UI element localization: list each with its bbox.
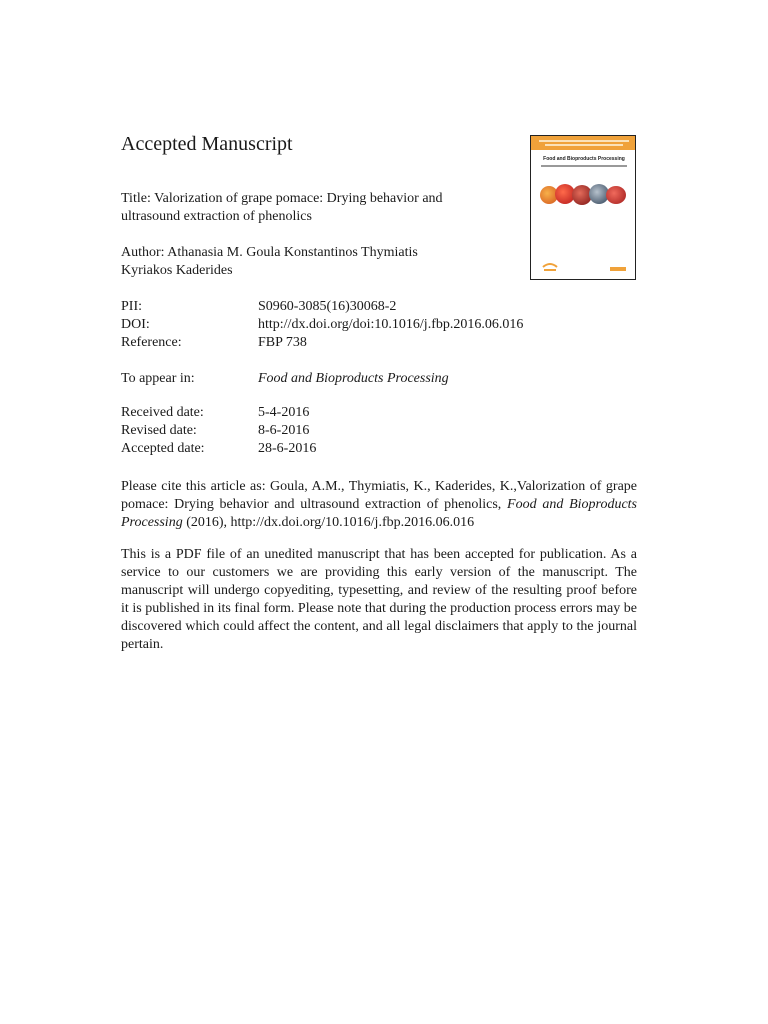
citation-text: Please cite this article as: Goula, A.M., Thymiatis, K., Kaderides, K.,Valorization of grape pomace: Drying behavior and ultrasound extraction of phenolics,: [121, 479, 637, 512]
date-row-received: [121, 404, 316, 422]
meta-row-pii: [121, 298, 523, 316]
cover-header-band: [531, 136, 635, 150]
meta-label: DOI:: [121, 317, 150, 332]
date-row-revised: [121, 422, 316, 440]
date-label: Accepted date:: [121, 441, 205, 456]
citation-link[interactable]: (2016), http://dx.doi.org/10.1016/j.fbp.2016.06.016: [186, 515, 475, 530]
meta-value: S0960-3085(16)30068-2: [258, 299, 397, 314]
meta-row-reference: [121, 334, 523, 352]
efce-logo-icon: [541, 261, 559, 273]
page-title: Accepted Manuscript: [121, 133, 293, 155]
date-value: 5-4-2016: [258, 405, 310, 420]
meta-label: Reference:: [121, 335, 182, 350]
date-row-accepted: [121, 440, 316, 458]
author-line: Kyriakos Kaderides: [121, 263, 233, 278]
dates-table: [121, 404, 316, 458]
cover-journal-title: Food and Bioproducts Processing: [543, 156, 625, 162]
citation-journal: Food and Bioproducts Processing: [121, 497, 637, 530]
title-line: ultrasound extraction of phenolics: [121, 209, 312, 224]
date-label: Revised date:: [121, 423, 197, 438]
journal-name: Food and Bioproducts Processing: [258, 371, 449, 386]
doi-link[interactable]: http://dx.doi.org/doi:10.1016/j.fbp.2016.06.016: [258, 317, 524, 332]
author-line: Author: Athanasia M. Goula Konstantinos Thymiatis: [121, 245, 418, 260]
article-title: [121, 190, 511, 226]
meta-row-doi: [121, 316, 523, 334]
author-list: [121, 244, 511, 280]
meta-label: PII:: [121, 299, 142, 314]
date-label: Received date:: [121, 405, 204, 420]
title-line: Title: Valorization of grape pomace: Drying behavior and: [121, 191, 443, 206]
notice-paragraph: This is a PDF file of an unedited manuscript that has been accepted for publication. As a service to our customers we are providing this early version of the manuscript. The manuscript will undergo copyediting, typesetting, and review of the resulting proof before it is published in its final form. Please note that during the production process errors may be discovered which could affect the content, and all legal disclaimers that apply to the journal pertain.: [121, 547, 637, 652]
metadata-table: [121, 298, 523, 352]
journal-cover-icon: [530, 135, 636, 280]
publisher-logo-icon: [609, 264, 627, 274]
citation-paragraph: [121, 478, 637, 532]
appear-in: [121, 370, 449, 388]
meta-value: FBP 738: [258, 335, 307, 350]
date-value: 8-6-2016: [258, 423, 310, 438]
cover-images: [540, 184, 630, 206]
date-value: 28-6-2016: [258, 441, 317, 456]
appear-label: To appear in:: [121, 371, 195, 386]
